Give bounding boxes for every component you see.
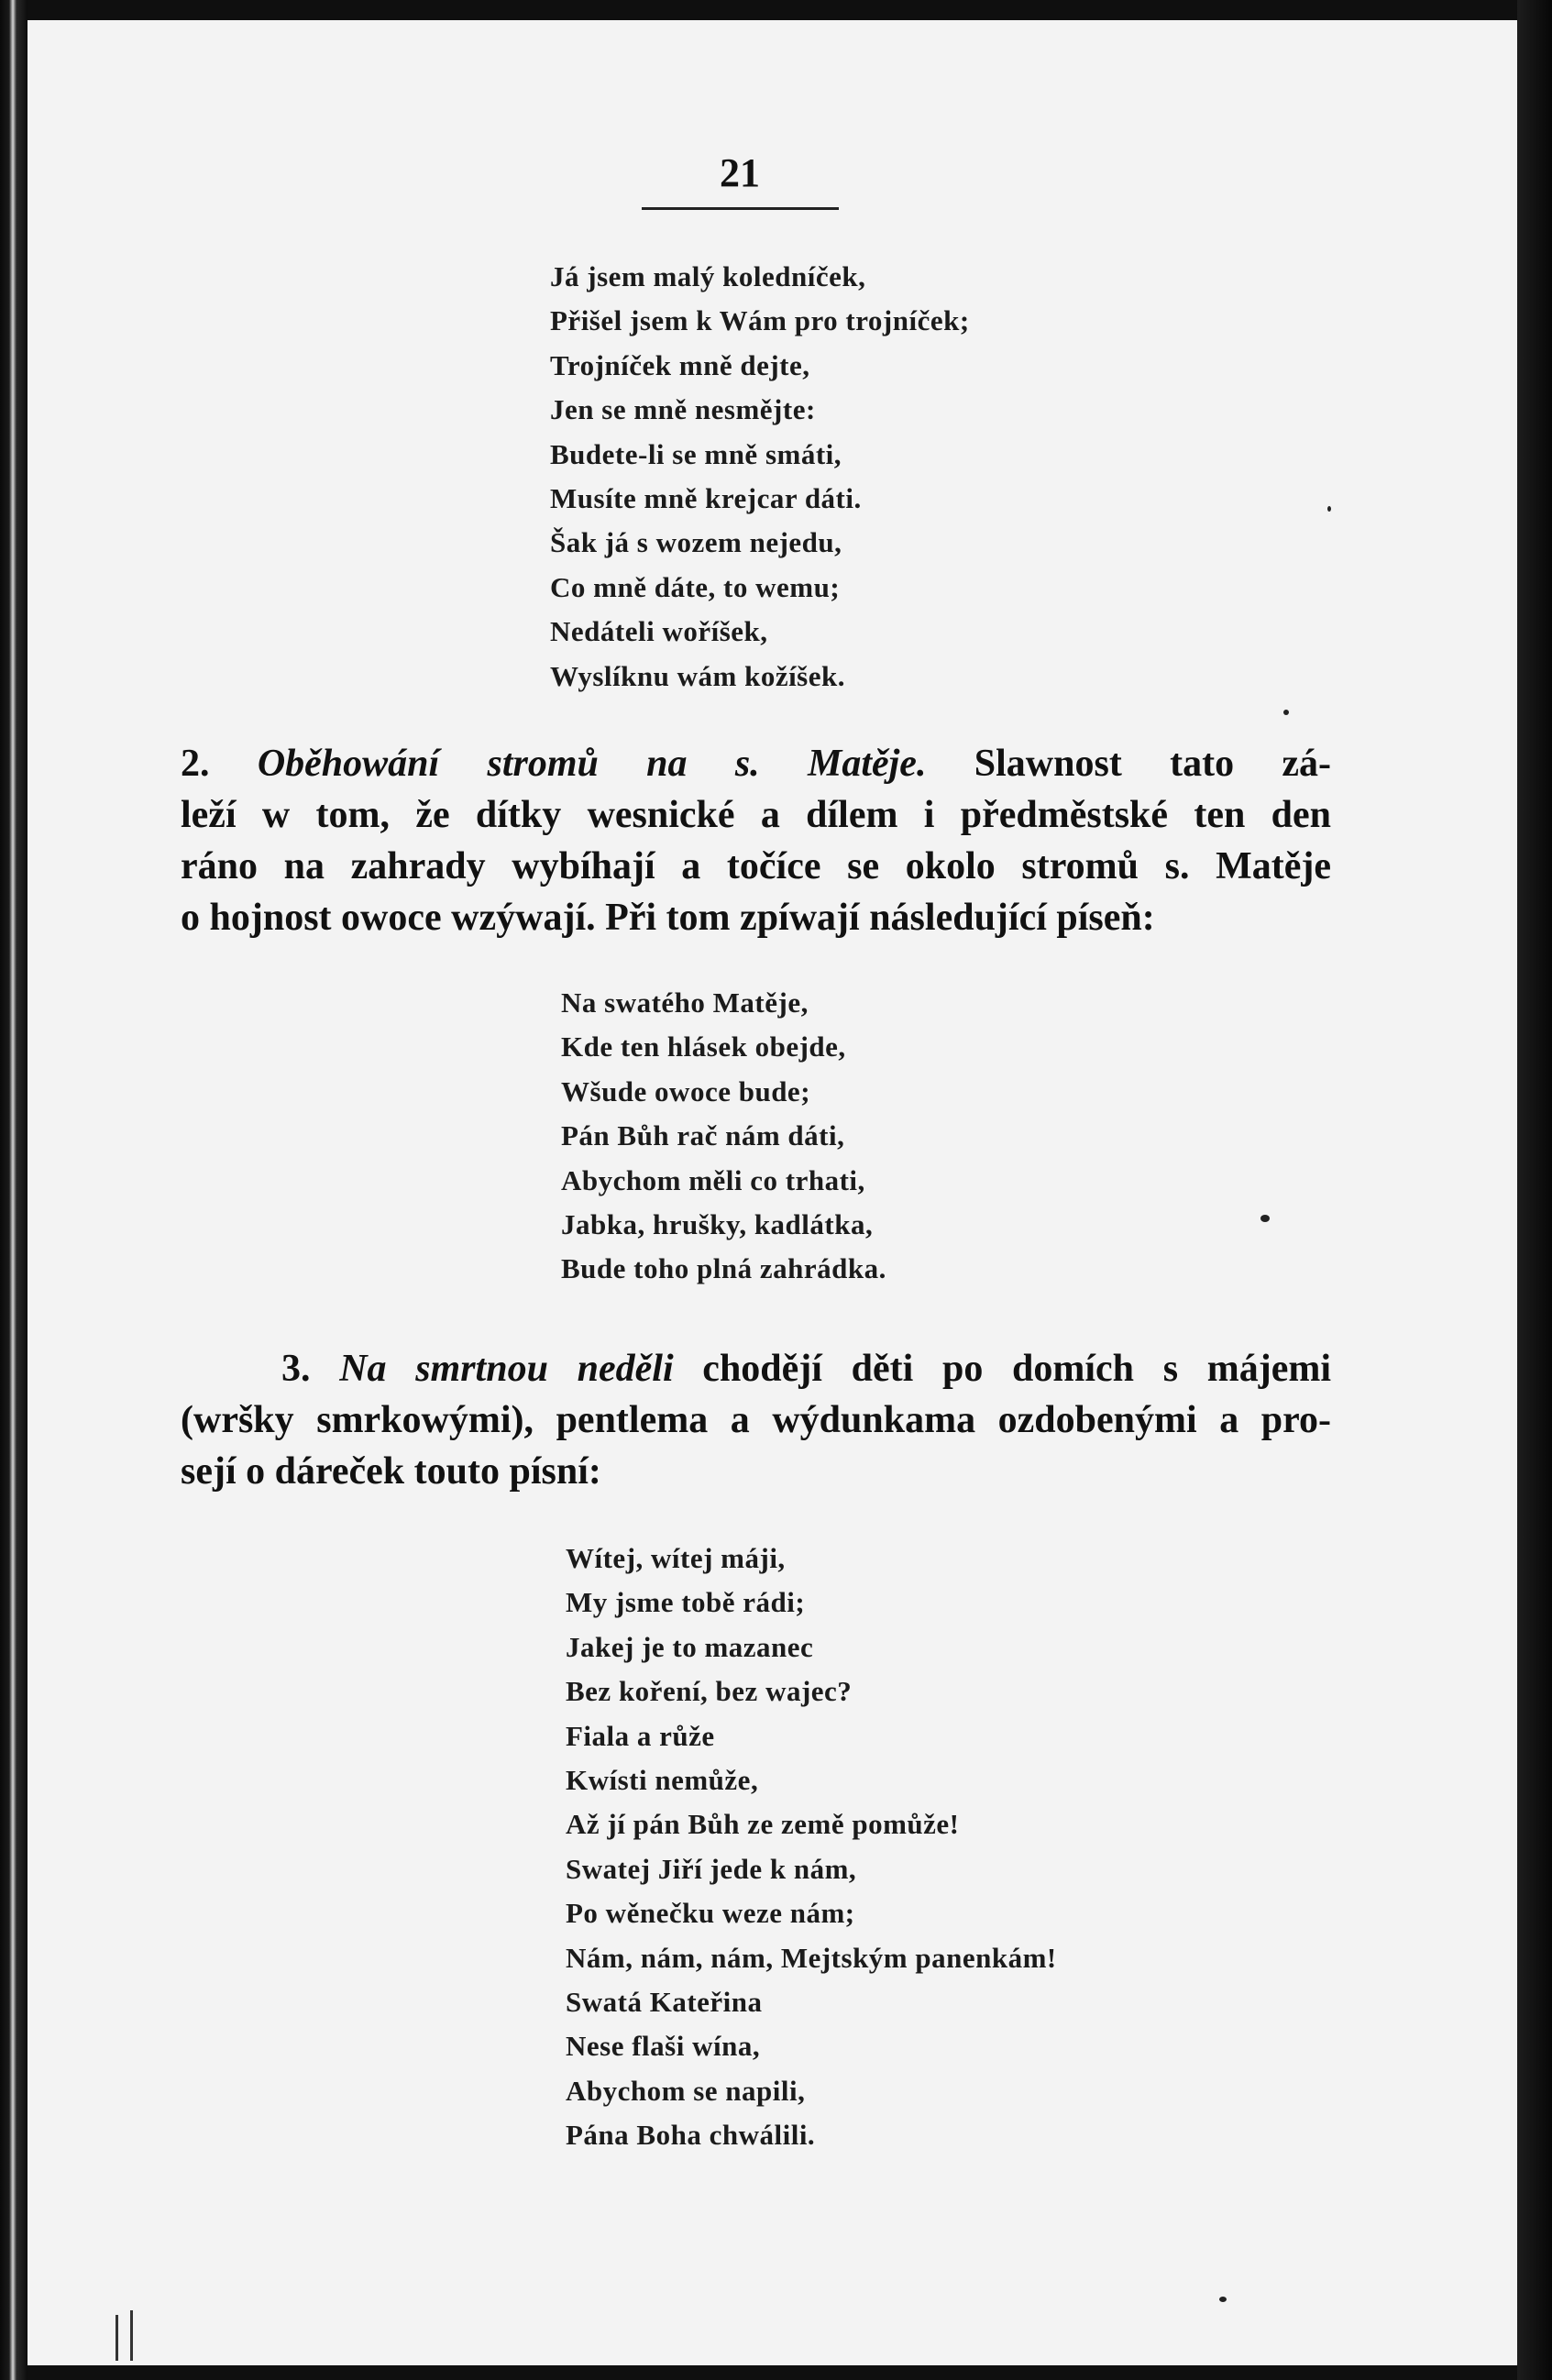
verse-line: Co mně dáte, to wemu; <box>550 570 841 603</box>
section-2-title: Oběhowání stromů na s. Matěje. <box>257 743 927 785</box>
section-3-line: sejí o dáreček touto písní: <box>181 1450 601 1493</box>
scan-right-edge <box>1517 0 1552 2380</box>
verse-line: My jsme tobě rádi; <box>566 1586 806 1619</box>
verse-line: Bez koření, bez wajec? <box>566 1675 853 1708</box>
scan-left-edge <box>0 0 28 2380</box>
verse-mateje <box>561 981 886 1292</box>
verse-line: Na swatého Matěje, <box>561 986 809 1019</box>
verse-line: Po wěnečku weze nám; <box>566 1897 855 1930</box>
section-3-number: 3. <box>281 1348 311 1390</box>
verse-line: Musíte mně krejcar dáti. <box>550 482 862 515</box>
verse-line: Šak já s wozem nejedu, <box>550 526 842 559</box>
verse-line: Trojníček mně dejte, <box>550 348 810 381</box>
section-2-paragraph <box>181 738 1331 943</box>
verse-line: Kwísti nemůže, <box>566 1764 759 1797</box>
verse-line: Abychom se napili, <box>566 2074 806 2107</box>
verse-line: Pána Boha chwálili. <box>566 2119 816 2152</box>
gutter-mark <box>130 2310 133 2361</box>
verse-line: Wítej, wítej máji, <box>566 1542 786 1574</box>
ink-speck <box>1260 1215 1270 1222</box>
verse-line: Fiala a růže <box>566 1719 715 1752</box>
verse-line: Budete-li se mně smáti, <box>550 437 842 470</box>
verse-line: Wšude owoce bude; <box>561 1074 811 1107</box>
ink-speck <box>1283 710 1289 715</box>
verse-line: Bude toho plná zahrádka. <box>561 1252 886 1285</box>
verse-line: Nedáteli woříšek, <box>550 615 768 648</box>
ink-speck <box>1327 506 1331 512</box>
section-2-line: ráno na zahrady wybíhají a točíce se okolo stromů s. Matěje <box>181 845 1331 887</box>
verse-koledy <box>550 255 970 699</box>
gutter-mark <box>116 2315 118 2361</box>
section-3-first-line-rest: chodějí děti po domích s májemi <box>702 1348 1332 1390</box>
section-3-first-line <box>181 1343 1331 1394</box>
section-3-title: Na smrtnou neděli <box>339 1348 674 1390</box>
verse-line: Přišel jsem k Wám pro trojníček; <box>550 304 970 337</box>
section-2-first-line-rest: Slawnost tato zá- <box>974 743 1332 785</box>
section-2-number: 2. <box>181 743 210 785</box>
section-2-line: o hojnost owoce wzýwají. Při tom zpíwají následující píseň: <box>181 897 1155 939</box>
verse-line: Jen se mně nesmějte: <box>550 393 816 426</box>
verse-line: Až jí pán Bůh ze země pomůže! <box>566 1808 960 1841</box>
verse-maji <box>566 1537 1057 2158</box>
verse-line: Abychom měli co trhati, <box>561 1163 865 1196</box>
verse-line: Jakej je to mazanec <box>566 1630 814 1663</box>
verse-line: Nese flaši wína, <box>566 2030 761 2063</box>
ink-speck <box>1219 2297 1227 2302</box>
section-3-paragraph <box>181 1343 1331 1497</box>
section-3-line: (wršky smrkowými), pentlema a wýdunkama ozdobenými a pro- <box>181 1399 1331 1441</box>
verse-line: Já jsem malý koledníček, <box>550 260 866 292</box>
section-2-line: leží w tom, že dítky wesnické a dílem i předměstské ten den <box>181 794 1331 836</box>
verse-line: Swatá Kateřina <box>566 1986 763 2019</box>
verse-line: Kde ten hlásek obejde, <box>561 1030 846 1063</box>
verse-line: Wyslíknu wám kožíšek. <box>550 659 845 692</box>
verse-line: Swatej Jiří jede k nám, <box>566 1852 857 1885</box>
header-rule <box>642 207 839 210</box>
verse-line: Pán Bůh rač nám dáti, <box>561 1119 845 1152</box>
verse-line: Jabka, hrušky, kadlátka, <box>561 1208 874 1241</box>
verse-line: Nám, nám, nám, Mejtským panenkám! <box>566 1941 1057 1974</box>
section-2-first-line <box>181 738 1331 789</box>
page-number: 21 <box>720 150 760 195</box>
